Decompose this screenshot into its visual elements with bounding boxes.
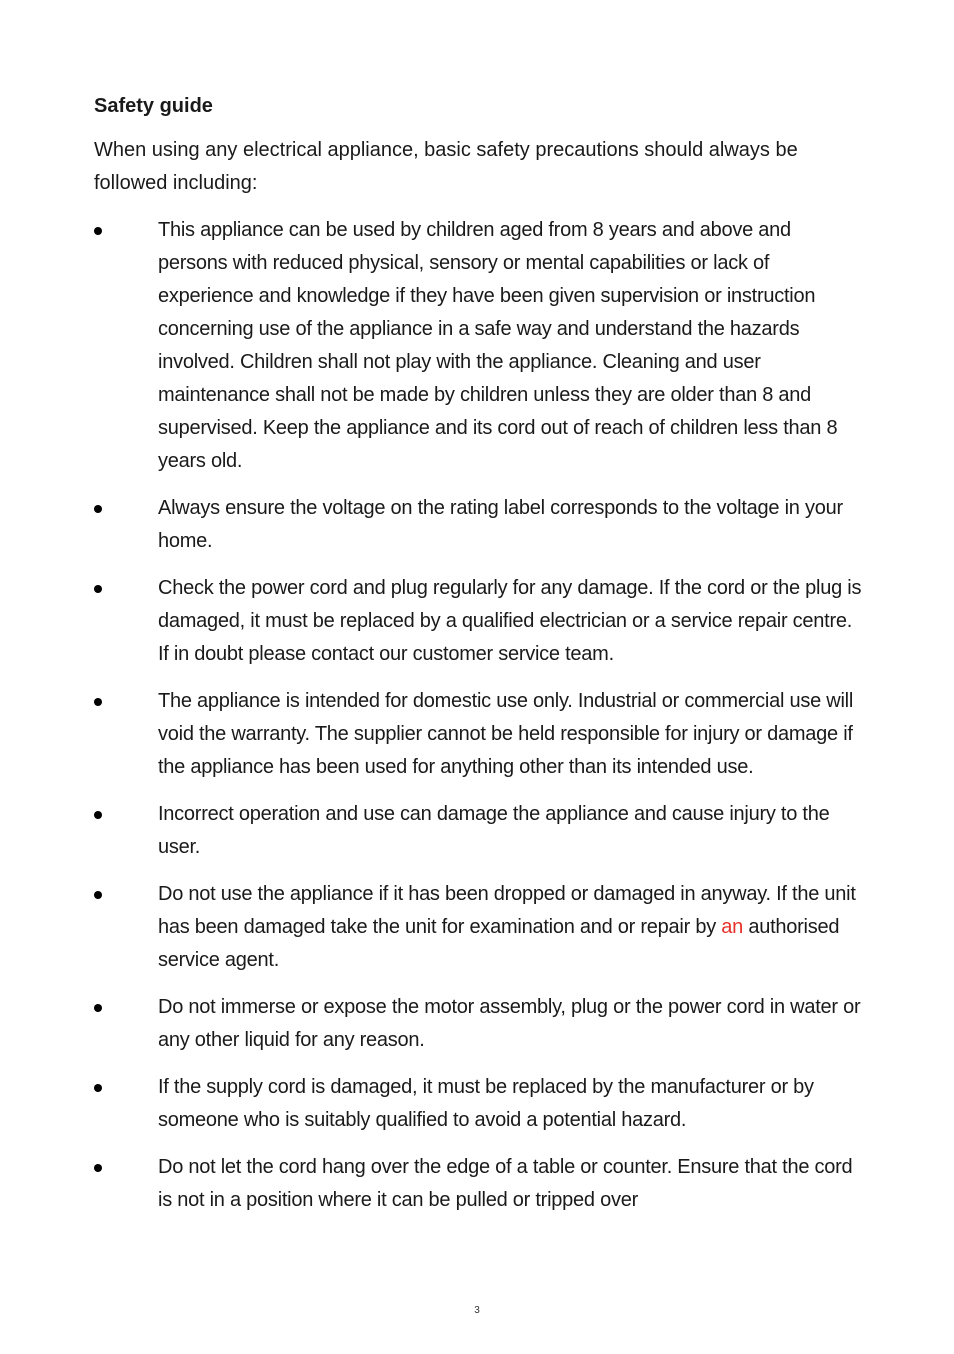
- document-page: [94, 92, 864, 1231]
- list-item-text-part: authorised service agent.: [158, 916, 840, 971]
- list-item: [94, 878, 864, 977]
- bullet-icon: [94, 1004, 102, 1012]
- list-item-text: Always ensure the voltage on the rating label corresponds to the voltage in your home.: [158, 497, 843, 552]
- list-item-text: The appliance is intended for domestic use only. Industrial or commercial use will void the warranty. The supplier cannot be held responsible for injury or damage if the appliance has been used for anything other than its intended use.: [158, 690, 854, 778]
- list-item: [94, 991, 864, 1057]
- bullet-icon: [94, 505, 102, 513]
- list-item: [94, 798, 864, 864]
- list-item-text-part: Do not use the appliance if it has been dropped or damaged in anyway. If the unit has been damaged take the unit for examination and or repair by: [158, 883, 856, 938]
- bullet-icon: [94, 698, 102, 706]
- bullet-icon: [94, 1164, 102, 1172]
- list-item: [94, 572, 864, 671]
- list-item: [94, 492, 864, 558]
- safety-list: [94, 214, 864, 1217]
- intro-paragraph: When using any electrical appliance, basic safety precautions should always be followed including:: [94, 139, 798, 194]
- list-item-text: Check the power cord and plug regularly for any damage. If the cord or the plug is damaged, it must be replaced by a qualified electrician or a service repair centre. If in doubt please contact our customer service team.: [158, 577, 862, 665]
- page-number: 3: [474, 1305, 480, 1316]
- highlighted-word: an: [721, 916, 744, 938]
- list-item: [94, 214, 864, 478]
- list-item-text: If the supply cord is damaged, it must be replaced by the manufacturer or by someone who is suitably qualified to avoid a potential hazard.: [158, 1076, 814, 1131]
- bullet-icon: [94, 1084, 102, 1092]
- list-item: [94, 685, 864, 784]
- list-item-text: This appliance can be used by children aged from 8 years and above and persons with reduced physical, sensory or mental capabilities or lack of experience and knowledge if they have been given supervision or instruction concerning use of the appliance in a safe way and understand the hazards involved. Children shall not play with the appliance. Cleaning and user maintenance shall not be made by children unless they are older than 8 and supervised. Keep the appliance and its cord out of reach of children less than 8 years old.: [158, 219, 838, 472]
- list-item-text: Do not immerse or expose the motor assembly, plug or the power cord in water or any other liquid for any reason.: [158, 996, 861, 1051]
- list-item-text: Do not let the cord hang over the edge of a table or counter. Ensure that the cord is not in a position where it can be pulled or tripped over: [158, 1156, 853, 1211]
- list-item: [94, 1151, 864, 1217]
- bullet-icon: [94, 585, 102, 593]
- list-item-text: [158, 883, 856, 971]
- bullet-icon: [94, 227, 102, 235]
- list-item-text: Incorrect operation and use can damage the appliance and cause injury to the user.: [158, 803, 830, 858]
- bullet-icon: [94, 891, 102, 899]
- list-item: [94, 1071, 864, 1137]
- page-heading: Safety guide: [94, 95, 213, 117]
- bullet-icon: [94, 811, 102, 819]
